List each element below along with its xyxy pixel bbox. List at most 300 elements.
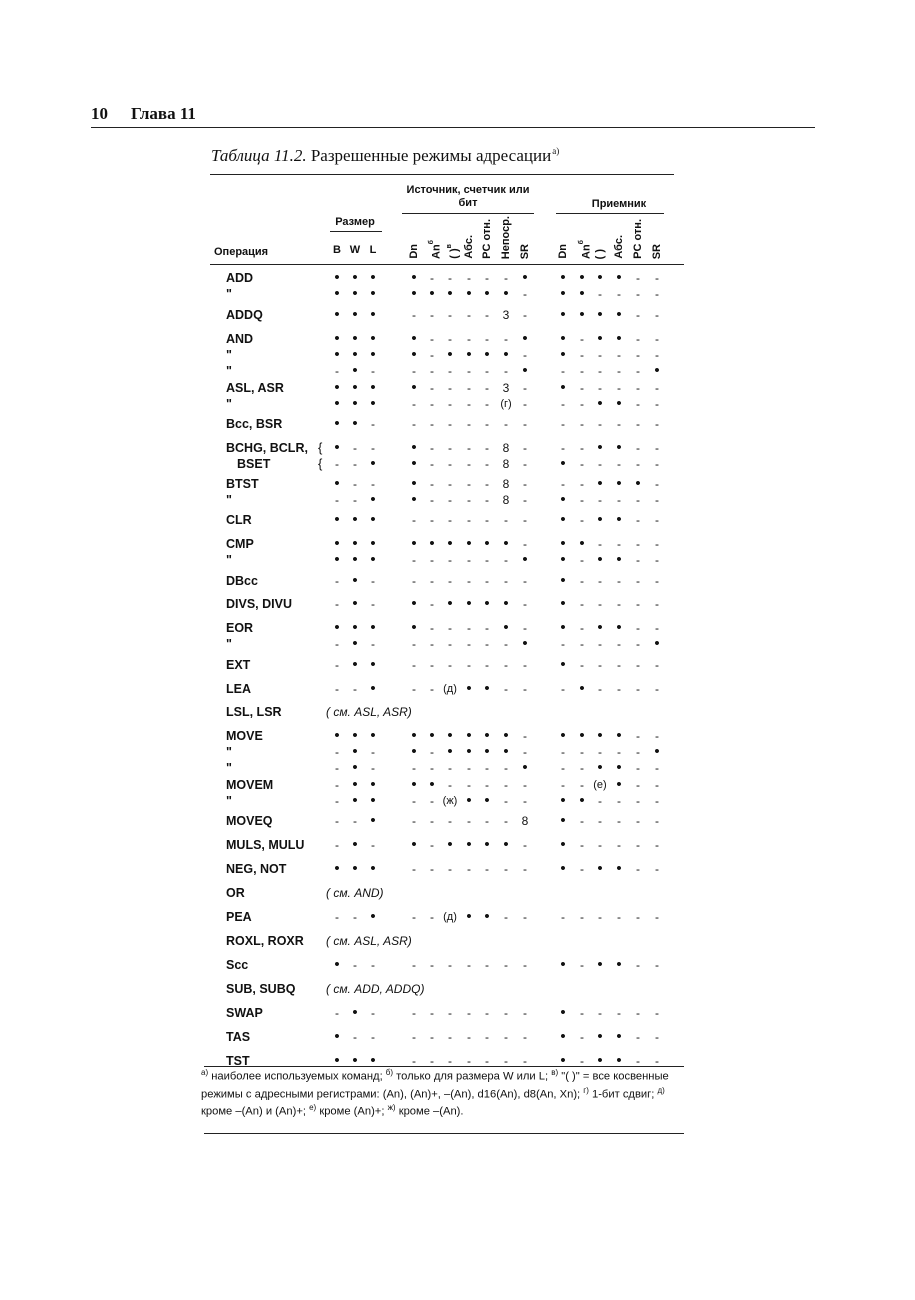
allowed-mark: • [352, 743, 358, 760]
not-allowed-mark: - [412, 658, 416, 672]
not-allowed-mark: - [467, 761, 471, 775]
allowed-mark: • [370, 860, 376, 877]
not-allowed-mark: - [448, 364, 452, 378]
mode-note: 8 [521, 814, 529, 828]
allowed-mark: • [334, 535, 340, 552]
not-allowed-mark: - [561, 397, 565, 411]
allowed-mark: • [370, 1052, 376, 1069]
not-allowed-mark: - [467, 271, 471, 285]
not-allowed-mark: - [655, 332, 659, 346]
allowed-mark: • [370, 306, 376, 323]
not-allowed-mark: - [430, 457, 434, 471]
not-allowed-mark: - [371, 597, 375, 611]
allowed-mark: • [560, 619, 566, 636]
not-allowed-mark: - [580, 513, 584, 527]
allowed-mark: • [522, 759, 528, 776]
not-allowed-mark: - [617, 658, 621, 672]
not-allowed-mark: - [504, 1030, 508, 1044]
source-column-label: An [430, 244, 443, 259]
not-allowed-mark: - [412, 417, 416, 431]
not-allowed-mark: - [655, 574, 659, 588]
allowed-mark: • [503, 346, 509, 363]
allowed-mark: • [352, 776, 358, 793]
not-allowed-mark: - [467, 332, 471, 346]
allowed-mark: • [411, 269, 417, 286]
not-allowed-mark: - [412, 308, 416, 322]
table-row [0, 793, 915, 809]
not-allowed-mark: - [412, 1006, 416, 1020]
not-allowed-mark: - [617, 537, 621, 551]
table-row [0, 347, 915, 363]
not-allowed-mark: - [617, 597, 621, 611]
allowed-mark: • [334, 475, 340, 492]
allowed-mark: • [597, 1028, 603, 1045]
source-column-footnote-mark: б [428, 240, 435, 245]
allowed-mark: • [370, 535, 376, 552]
not-allowed-mark: - [598, 838, 602, 852]
not-allowed-mark: - [636, 574, 640, 588]
not-allowed-mark: - [504, 682, 508, 696]
allowed-mark: • [334, 511, 340, 528]
size-group-header: Размер [335, 216, 375, 228]
allowed-mark: • [579, 680, 585, 697]
size-column-header: L [369, 244, 377, 256]
not-allowed-mark: - [430, 271, 434, 285]
not-allowed-mark: - [467, 513, 471, 527]
not-allowed-mark: - [430, 381, 434, 395]
not-allowed-mark: - [655, 658, 659, 672]
allowed-mark: • [616, 475, 622, 492]
not-allowed-mark: - [371, 745, 375, 759]
source-column-footnote-mark: в [446, 244, 453, 249]
not-allowed-mark: - [430, 745, 434, 759]
allowed-mark: • [447, 743, 453, 760]
not-allowed-mark: - [523, 1006, 527, 1020]
not-allowed-mark: - [412, 814, 416, 828]
table-row [0, 813, 915, 829]
not-allowed-mark: - [617, 814, 621, 828]
footnote-b: только для размера W или L; [396, 1070, 549, 1083]
table-row [0, 270, 915, 286]
allowed-mark: • [597, 330, 603, 347]
not-allowed-mark: - [655, 287, 659, 301]
footnote-b-mark: б) [385, 1068, 394, 1077]
not-allowed-mark: - [485, 332, 489, 346]
not-allowed-mark: - [598, 417, 602, 431]
table-row [0, 744, 915, 760]
operation-cell: " [226, 493, 232, 507]
not-allowed-mark: - [598, 537, 602, 551]
allowed-mark: • [352, 415, 358, 432]
not-allowed-mark: - [371, 761, 375, 775]
allowed-mark: • [635, 475, 641, 492]
allowed-mark: • [352, 656, 358, 673]
allowed-mark: • [370, 656, 376, 673]
not-allowed-mark: - [430, 332, 434, 346]
not-allowed-mark: - [655, 814, 659, 828]
allowed-mark: • [370, 619, 376, 636]
not-allowed-mark: - [430, 597, 434, 611]
not-allowed-mark: - [448, 493, 452, 507]
not-allowed-mark: - [655, 348, 659, 362]
allowed-mark: • [597, 269, 603, 286]
table-row [0, 512, 915, 528]
not-allowed-mark: - [523, 477, 527, 491]
operation-cell: ADD [226, 271, 254, 285]
not-allowed-mark: - [371, 417, 375, 431]
not-allowed-mark: - [467, 658, 471, 672]
not-allowed-mark: - [636, 348, 640, 362]
table-row [0, 777, 915, 793]
allowed-mark: • [597, 956, 603, 973]
operation-cell: " [226, 637, 232, 651]
allowed-mark: • [334, 619, 340, 636]
not-allowed-mark: - [580, 778, 584, 792]
allowed-mark: • [597, 727, 603, 744]
not-allowed-mark: - [580, 477, 584, 491]
not-allowed-mark: - [335, 637, 339, 651]
allowed-mark: • [447, 346, 453, 363]
not-allowed-mark: - [561, 745, 565, 759]
allowed-mark: • [352, 792, 358, 809]
not-allowed-mark: - [523, 621, 527, 635]
not-allowed-mark: - [371, 441, 375, 455]
allowed-mark: • [411, 836, 417, 853]
allowed-mark: • [484, 346, 490, 363]
not-allowed-mark: - [335, 838, 339, 852]
not-allowed-mark: - [617, 745, 621, 759]
brace-mark: { [318, 440, 323, 455]
not-allowed-mark: - [353, 682, 357, 696]
allowed-mark: • [429, 727, 435, 744]
allowed-mark: • [466, 908, 472, 925]
allowed-mark: • [616, 439, 622, 456]
not-allowed-mark: - [580, 332, 584, 346]
not-allowed-mark: - [504, 332, 508, 346]
not-allowed-mark: - [636, 553, 640, 567]
operation-cell: MOVEQ [226, 814, 273, 828]
footnote-d-mark: д) [657, 1085, 665, 1095]
caption-footnote-mark: а) [552, 146, 560, 156]
allowed-mark: • [560, 656, 566, 673]
allowed-mark: • [560, 455, 566, 472]
allowed-mark: • [560, 551, 566, 568]
not-allowed-mark: - [598, 910, 602, 924]
not-allowed-mark: - [504, 364, 508, 378]
mode-note: (д) [443, 911, 457, 923]
not-allowed-mark: - [353, 493, 357, 507]
source-column-header [500, 216, 512, 259]
table-row [0, 636, 915, 652]
not-allowed-mark: - [598, 637, 602, 651]
not-allowed-mark: - [598, 794, 602, 808]
not-allowed-mark: - [467, 574, 471, 588]
allowed-mark: • [447, 836, 453, 853]
not-allowed-mark: - [430, 910, 434, 924]
mode-note: 3 [502, 308, 510, 322]
table-top-rule [210, 174, 674, 175]
not-allowed-mark: - [598, 682, 602, 696]
not-allowed-mark: - [598, 814, 602, 828]
not-allowed-mark: - [523, 1054, 527, 1068]
allowed-mark: • [560, 1028, 566, 1045]
not-allowed-mark: - [580, 958, 584, 972]
not-allowed-mark: - [655, 397, 659, 411]
not-allowed-mark: - [561, 682, 565, 696]
size-column-header: B [333, 244, 341, 256]
not-allowed-mark: - [617, 794, 621, 808]
not-allowed-mark: - [448, 958, 452, 972]
allowed-mark: • [429, 776, 435, 793]
source-column-label: PC отн. [481, 219, 493, 259]
not-allowed-mark: - [636, 597, 640, 611]
mode-note: (ж) [442, 795, 458, 807]
allowed-mark: • [503, 285, 509, 302]
allowed-mark: • [334, 727, 340, 744]
not-allowed-mark: - [335, 658, 339, 672]
mode-note: (д) [443, 683, 457, 695]
not-allowed-mark: - [523, 597, 527, 611]
allowed-mark: • [522, 551, 528, 568]
allowed-mark: • [560, 1004, 566, 1021]
not-allowed-mark: - [523, 910, 527, 924]
not-allowed-mark: - [636, 513, 640, 527]
not-allowed-mark: - [598, 348, 602, 362]
not-allowed-mark: - [580, 862, 584, 876]
not-allowed-mark: - [371, 477, 375, 491]
not-allowed-mark: - [430, 637, 434, 651]
not-allowed-mark: - [523, 1030, 527, 1044]
not-allowed-mark: - [430, 513, 434, 527]
table-row [0, 861, 915, 877]
not-allowed-mark: - [504, 1054, 508, 1068]
not-allowed-mark: - [636, 332, 640, 346]
not-allowed-mark: - [467, 308, 471, 322]
dest-column-footnote-mark: б [578, 240, 585, 245]
not-allowed-mark: - [448, 417, 452, 431]
not-allowed-mark: - [617, 381, 621, 395]
operation-cell: Scc [226, 958, 249, 972]
not-allowed-mark: - [523, 729, 527, 743]
not-allowed-mark: - [430, 441, 434, 455]
allowed-mark: • [334, 1028, 340, 1045]
size-group-rule [330, 231, 382, 232]
table-row [0, 573, 915, 589]
allowed-mark: • [352, 306, 358, 323]
not-allowed-mark: - [504, 553, 508, 567]
not-allowed-mark: - [523, 778, 527, 792]
allowed-mark: • [411, 776, 417, 793]
allowed-mark: • [597, 475, 603, 492]
allowed-mark: • [484, 680, 490, 697]
allowed-mark: • [370, 395, 376, 412]
mode-note: (е) [593, 779, 607, 791]
allowed-mark: • [370, 727, 376, 744]
not-allowed-mark: - [580, 910, 584, 924]
operation-cell: BTST [226, 477, 259, 491]
mode-note: 3 [502, 381, 510, 395]
not-allowed-mark: - [655, 862, 659, 876]
operation-cell: " [226, 397, 232, 411]
not-allowed-mark: - [430, 794, 434, 808]
not-allowed-mark: - [467, 621, 471, 635]
allowed-mark: • [411, 491, 417, 508]
not-allowed-mark: - [467, 1030, 471, 1044]
allowed-mark: • [352, 759, 358, 776]
not-allowed-mark: - [580, 637, 584, 651]
not-allowed-mark: - [353, 477, 357, 491]
not-allowed-mark: - [412, 513, 416, 527]
not-allowed-mark: - [598, 658, 602, 672]
mode-note: (г) [500, 398, 512, 410]
not-allowed-mark: - [655, 794, 659, 808]
table-row [0, 363, 915, 379]
not-allowed-mark: - [335, 597, 339, 611]
footnote-d: кроме –(An) и (An)+; [201, 1106, 306, 1119]
allowed-mark: • [579, 727, 585, 744]
footnote-v-mark: в) [551, 1068, 559, 1077]
not-allowed-mark: - [353, 814, 357, 828]
dest-column-label: Абс. [613, 235, 625, 259]
see-also-note: ( см. ASL, ASR) [326, 705, 412, 719]
allowed-mark: • [352, 395, 358, 412]
allowed-mark: • [560, 572, 566, 589]
allowed-mark: • [334, 551, 340, 568]
table-row [0, 552, 915, 568]
not-allowed-mark: - [523, 348, 527, 362]
not-allowed-mark: - [448, 1030, 452, 1044]
not-allowed-mark: - [523, 794, 527, 808]
operation-cell: PEA [226, 910, 252, 924]
operation-cell: NEG, NOT [226, 862, 287, 876]
not-allowed-mark: - [430, 838, 434, 852]
not-allowed-mark: - [371, 364, 375, 378]
not-allowed-mark: - [655, 513, 659, 527]
allowed-mark: • [466, 346, 472, 363]
not-allowed-mark: - [467, 397, 471, 411]
not-allowed-mark: - [467, 493, 471, 507]
not-allowed-mark: - [485, 493, 489, 507]
source-group-rule [402, 213, 534, 214]
allowed-mark: • [370, 269, 376, 286]
not-allowed-mark: - [636, 287, 640, 301]
page-header [91, 104, 815, 128]
not-allowed-mark: - [655, 553, 659, 567]
allowed-mark: • [484, 743, 490, 760]
not-allowed-mark: - [467, 778, 471, 792]
not-allowed-mark: - [636, 364, 640, 378]
allowed-mark: • [579, 535, 585, 552]
allowed-mark: • [334, 269, 340, 286]
not-allowed-mark: - [335, 910, 339, 924]
not-allowed-mark: - [655, 729, 659, 743]
allowed-mark: • [616, 1028, 622, 1045]
not-allowed-mark: - [467, 958, 471, 972]
not-allowed-mark: - [467, 862, 471, 876]
not-allowed-mark: - [561, 778, 565, 792]
operation-header: Операция [214, 246, 269, 258]
allowed-mark: • [616, 395, 622, 412]
not-allowed-mark: - [580, 761, 584, 775]
not-allowed-mark: - [485, 417, 489, 431]
not-allowed-mark: - [412, 682, 416, 696]
not-allowed-mark: - [485, 814, 489, 828]
not-allowed-mark: - [504, 958, 508, 972]
allowed-mark: • [370, 908, 376, 925]
allowed-mark: • [503, 595, 509, 612]
dest-column-label: ( ) [594, 248, 606, 259]
table-row [0, 596, 915, 612]
not-allowed-mark: - [523, 457, 527, 471]
allowed-mark: • [597, 619, 603, 636]
allowed-mark: • [560, 511, 566, 528]
operation-cell: " [226, 287, 232, 301]
allowed-mark: • [560, 956, 566, 973]
not-allowed-mark: - [371, 1006, 375, 1020]
not-allowed-mark: - [523, 381, 527, 395]
allowed-mark: • [352, 619, 358, 636]
allowed-mark: • [334, 306, 340, 323]
not-allowed-mark: - [580, 621, 584, 635]
operation-cell: TST [226, 1054, 250, 1068]
not-allowed-mark: - [353, 1030, 357, 1044]
not-allowed-mark: - [412, 553, 416, 567]
table-row [0, 704, 915, 720]
not-allowed-mark: - [412, 364, 416, 378]
operation-cell: " [226, 745, 232, 759]
footnote-g-mark: г) [583, 1085, 589, 1095]
not-allowed-mark: - [655, 477, 659, 491]
allowed-mark: • [447, 535, 453, 552]
allowed-mark: • [579, 792, 585, 809]
not-allowed-mark: - [485, 1054, 489, 1068]
allowed-mark: • [466, 285, 472, 302]
caption-label: Таблица 11.2. [211, 146, 307, 165]
not-allowed-mark: - [467, 441, 471, 455]
allowed-mark: • [560, 727, 566, 744]
not-allowed-mark: - [636, 381, 640, 395]
not-allowed-mark: - [523, 958, 527, 972]
not-allowed-mark: - [335, 364, 339, 378]
footnote-v: "( )" = все косвенные режимы с адресными регистрами: (An), (An)+, –(An), d16(An), d8(An, Xn); [201, 1070, 669, 1101]
not-allowed-mark: - [655, 621, 659, 635]
dest-column-header [557, 244, 569, 259]
mode-note: 8 [502, 493, 510, 507]
not-allowed-mark: - [430, 682, 434, 696]
not-allowed-mark: - [523, 682, 527, 696]
not-allowed-mark: - [412, 1054, 416, 1068]
allowed-mark: • [616, 776, 622, 793]
not-allowed-mark: - [523, 287, 527, 301]
allowed-mark: • [560, 836, 566, 853]
not-allowed-mark: - [655, 1006, 659, 1020]
allowed-mark: • [411, 379, 417, 396]
not-allowed-mark: - [412, 958, 416, 972]
allowed-mark: • [484, 836, 490, 853]
allowed-mark: • [334, 346, 340, 363]
allowed-mark: • [370, 812, 376, 829]
not-allowed-mark: - [353, 958, 357, 972]
allowed-mark: • [334, 956, 340, 973]
operation-cell: AND [226, 332, 254, 346]
not-allowed-mark: - [636, 1006, 640, 1020]
not-allowed-mark: - [448, 271, 452, 285]
see-also-note: ( см. ADD, ADDQ) [326, 982, 425, 996]
not-allowed-mark: - [580, 348, 584, 362]
operation-cell: CMP [226, 537, 254, 551]
allowed-mark: • [370, 776, 376, 793]
not-allowed-mark: - [430, 308, 434, 322]
